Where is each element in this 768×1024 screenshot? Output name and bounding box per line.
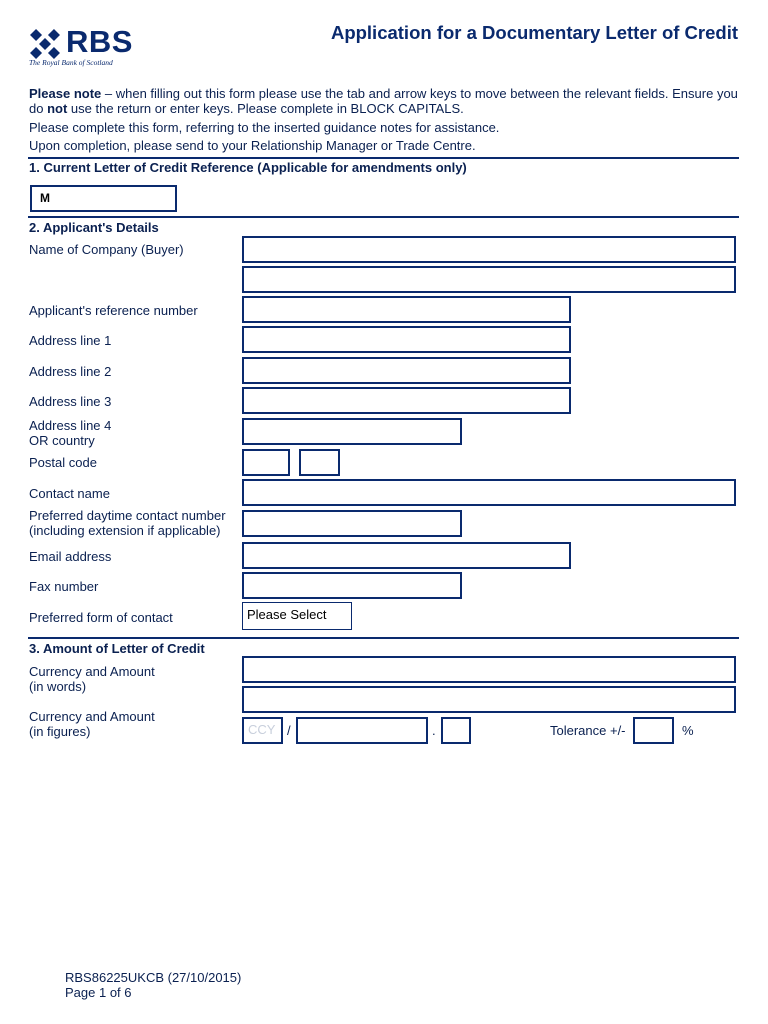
section1-heading: 1. Current Letter of Credit Reference (Applicable for amendments only) <box>29 160 467 175</box>
page-title: Application for a Documentary Letter of Credit <box>330 22 738 43</box>
phone-label: Preferred daytime contact number (including extension if applicable) <box>29 508 226 538</box>
postal-code-field-1[interactable] <box>242 449 290 476</box>
divider <box>28 157 739 159</box>
page-number: Page 1 of 6 <box>65 985 132 1000</box>
intro-guidance: Please complete this form, referring to the inserted guidance notes for assistance. <box>29 120 500 135</box>
rbs-daisy-logo-icon <box>28 27 62 61</box>
tolerance-label: Tolerance +/- <box>550 723 626 738</box>
section3-heading: 3. Amount of Letter of Credit <box>29 641 205 656</box>
amount-words-label: Currency and Amount (in words) <box>29 664 155 694</box>
address1-label: Address line 1 <box>29 333 112 348</box>
postal-code-field-2[interactable] <box>299 449 340 476</box>
decimal-point: . <box>432 723 436 738</box>
postal-code-label: Postal code <box>29 455 97 470</box>
address3-field[interactable] <box>242 387 571 414</box>
fax-field[interactable] <box>242 572 462 599</box>
address1-field[interactable] <box>242 326 571 353</box>
address4-label: Address line 4 OR country <box>29 418 112 448</box>
amount-decimal-field[interactable] <box>441 717 471 744</box>
currency-code-field[interactable]: CCY <box>242 717 283 744</box>
company-label: Name of Company (Buyer) <box>29 242 184 257</box>
currency-separator: / <box>287 723 291 738</box>
section2-heading: 2. Applicant's Details <box>29 220 159 235</box>
company-name-field-1[interactable] <box>242 236 736 263</box>
fax-label: Fax number <box>29 579 99 594</box>
preferred-contact-label: Preferred form of contact <box>29 610 173 625</box>
address4-country-field[interactable] <box>242 418 462 445</box>
contact-name-field[interactable] <box>242 479 736 506</box>
contact-name-label: Contact name <box>29 486 110 501</box>
intro-note-line2: do not use the return or enter keys. Please complete in BLOCK CAPITALS. <box>29 101 464 116</box>
lc-reference-field[interactable]: M <box>30 185 177 212</box>
amount-figures-label: Currency and Amount (in figures) <box>29 709 155 739</box>
intro-send-to: Upon completion, please send to your Relationship Manager or Trade Centre. <box>29 138 476 153</box>
applicant-ref-field[interactable] <box>242 296 571 323</box>
email-label: Email address <box>29 549 112 564</box>
percent-sign: % <box>682 723 694 738</box>
address2-field[interactable] <box>242 357 571 384</box>
form-code: RBS86225UKCB (27/10/2015) <box>65 970 242 985</box>
amount-integer-field[interactable] <box>296 717 428 744</box>
logo-wordmark: RBS <box>66 24 133 59</box>
amount-words-field-2[interactable] <box>242 686 736 713</box>
phone-field[interactable] <box>242 510 462 537</box>
divider <box>28 637 739 639</box>
company-name-field-2[interactable] <box>242 266 736 293</box>
email-field[interactable] <box>242 542 571 569</box>
intro-note-line1: Please note – when filling out this form please use the tab and arrow keys to move between the relevant fields. Ensure you <box>29 86 738 101</box>
applicant-ref-label: Applicant's reference number <box>29 303 198 318</box>
amount-words-field-1[interactable] <box>242 656 736 683</box>
address3-label: Address line 3 <box>29 394 112 409</box>
divider <box>28 216 739 218</box>
logo-subtitle: The Royal Bank of Scotland <box>29 58 113 67</box>
tolerance-field[interactable] <box>633 717 674 744</box>
preferred-contact-select[interactable]: Please Select <box>242 602 352 630</box>
address2-label: Address line 2 <box>29 364 112 379</box>
